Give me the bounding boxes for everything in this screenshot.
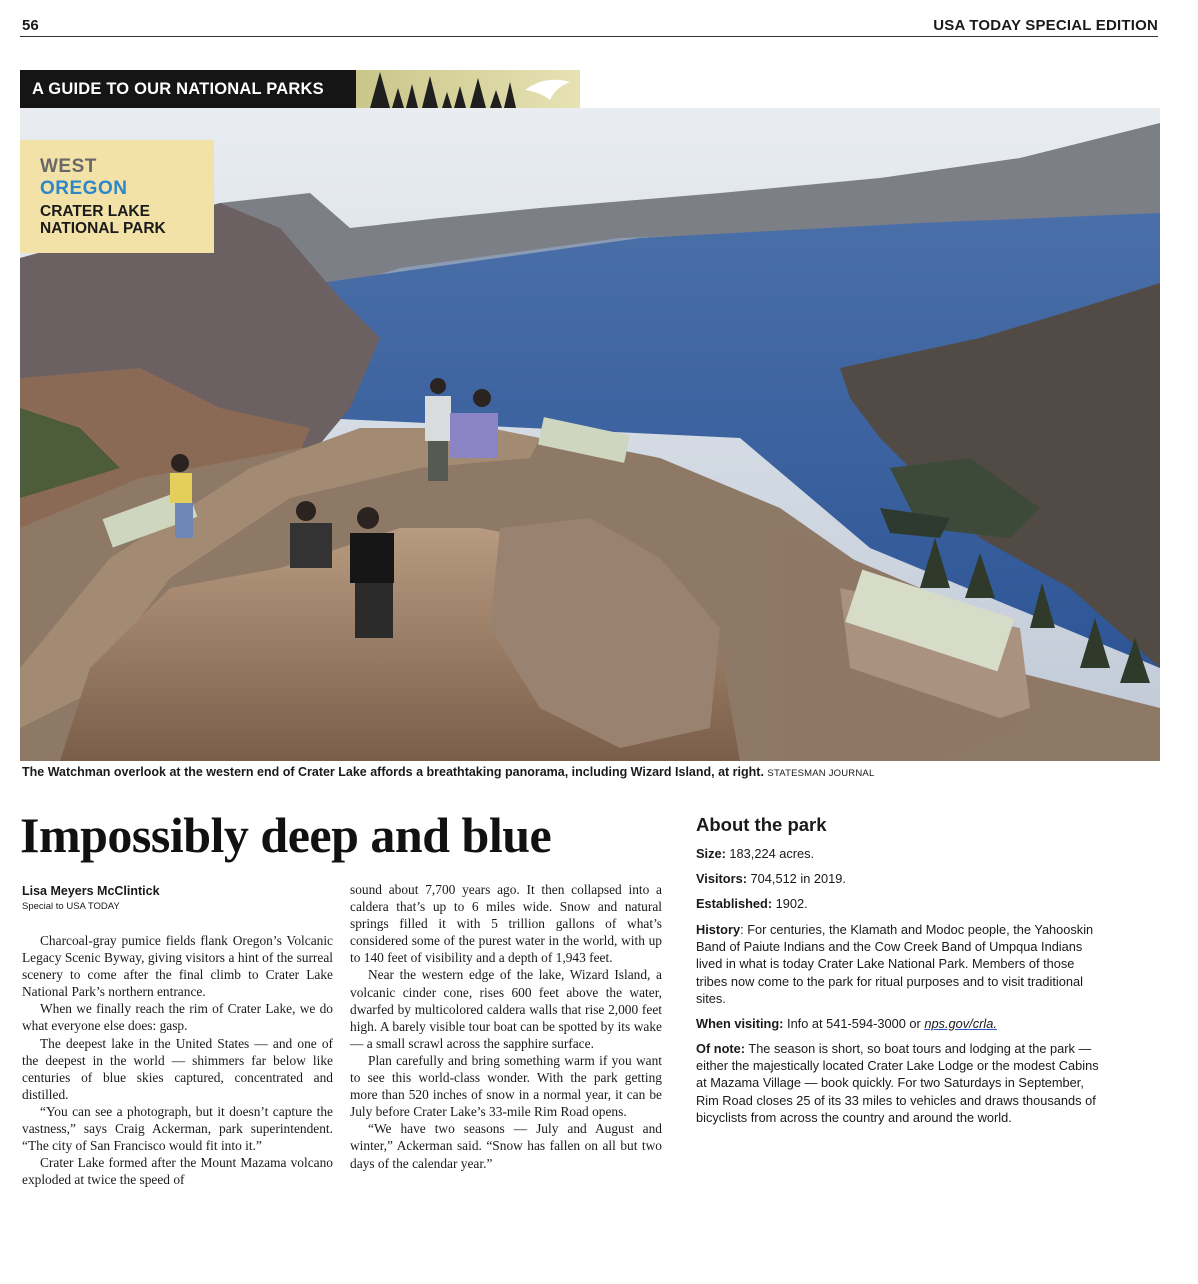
header-rule: [20, 36, 1158, 37]
fact-visitors: [696, 870, 1106, 887]
fact-when-visiting: [696, 1015, 1106, 1032]
park-name-line1: CRATER LAKE: [40, 203, 150, 220]
fact-value: 183,224 acres.: [725, 846, 815, 861]
article-column-1: [22, 932, 333, 1188]
page-number: 56: [22, 17, 39, 34]
fact-label: Visitors:: [696, 871, 747, 886]
park-locator-box: [20, 140, 214, 253]
paragraph: Plan carefully and bring something warm if you want to see this world-class wonder. With the park getting more than 520 inches of snow in a normal year, it can be July before Crater Lake’s 33-mile Rim Road opens.: [350, 1052, 662, 1120]
fact-label: Established:: [696, 896, 773, 911]
paragraph: Near the western edge of the lake, Wizard Island, a volcanic cinder cone, rises 600 feet above the water, dwarfed by multicolored caldera walls that rise 2,000 feet high. A barely visible tour boat can be spotted by its wake — a small scrawl across the sapphire surface.: [350, 967, 662, 1051]
fact-label: Size:: [696, 846, 726, 861]
fact-value: 704,512 in 2019.: [746, 871, 846, 886]
region-label: WEST: [40, 156, 97, 177]
byline: Lisa Meyers McClintick: [22, 884, 160, 898]
nps-link[interactable]: nps.gov/crla.: [924, 1016, 997, 1031]
eagle-icon: [525, 80, 570, 100]
paragraph: Charcoal-gray pumice fields flank Oregon’s Volcanic Legacy Scenic Byway, giving visitors a hint of the surreal scenery to come after the final climb to Crater Lake National Park’s northern entrance.: [22, 933, 333, 1000]
byline-affiliation: Special to USA TODAY: [22, 901, 120, 912]
state-label: OREGON: [40, 178, 128, 199]
fact-established: [696, 895, 1106, 912]
fact-size: [696, 845, 1106, 862]
article-column-2: [350, 881, 662, 1172]
paragraph: The deepest lake in the United States — and one of the deepest in the world — shimmers far below like centuries of blue skies captured, concentrated and distilled.: [22, 1035, 333, 1102]
guide-banner: [20, 70, 580, 108]
caption-text: The Watchman overlook at the western end of Crater Lake affords a breathtaking panorama, including Wizard Island, at right.: [22, 765, 764, 779]
fact-label: Of note:: [696, 1041, 746, 1056]
paragraph: sound about 7,700 years ago. It then collapsed into a caldera that’s up to 6 miles wide. Snow and natural springs filled it with 5 trillion gallons of what’s considered some of the purest water in the world, with up to 140 feet of visibility and a depth of 1,943 feet.: [350, 882, 662, 966]
about-park-title: About the park: [696, 814, 827, 835]
photo-credit: STATESMAN JOURNAL: [767, 768, 875, 779]
fact-label: History: [696, 922, 741, 937]
fact-history: [696, 921, 1106, 1007]
fact-value: : For centuries, the Klamath and Modoc people, the Yahooskin Band of Paiute Indians and the Cow Creek Band of Umpqua Indians lived in what is today Crater Lake National Park. Members of those tribes now come to the park for ritual purposes and to visit traditional sites.: [696, 922, 1094, 1006]
banner-title: A GUIDE TO OUR NATIONAL PARKS: [32, 80, 324, 98]
paragraph: Crater Lake formed after the Mount Mazama volcano exploded at twice the speed of: [22, 1155, 333, 1188]
article-headline: Impossibly deep and blue: [20, 807, 552, 863]
fact-of-note: [696, 1040, 1106, 1126]
paragraph: “You can see a photograph, but it doesn’t capture the vastness,” says Craig Ackerman, park superintendent. “The city of San Francisco would fit into it.”: [22, 1103, 333, 1154]
fact-value: Info at 541-594-3000 or: [783, 1016, 925, 1031]
fact-value: 1902.: [772, 896, 808, 911]
fact-label: When visiting:: [696, 1016, 784, 1031]
paragraph: “We have two seasons — July and August and winter,” Ackerman said. “Snow has fallen on all but two days of the calendar year.”: [350, 1121, 662, 1171]
edition-title: USA TODAY SPECIAL EDITION: [933, 17, 1158, 34]
paragraph: When we finally reach the rim of Crater Lake, we do what everyone else does: gasp.: [22, 1001, 333, 1034]
fact-value: The season is short, so boat tours and lodging at the park — either the majestically located Crater Lake Lodge or the modest Cabins at Mazama Village — book quickly. For two Saturdays in September, Rim Road closes 25 of its 33 miles to vehicles and draws thousands of bicyclists from across the country and around the world.: [696, 1041, 1099, 1125]
pine-trees-icon: [350, 70, 580, 108]
photo-caption: [22, 765, 874, 779]
park-name-line2: NATIONAL PARK: [40, 220, 166, 237]
